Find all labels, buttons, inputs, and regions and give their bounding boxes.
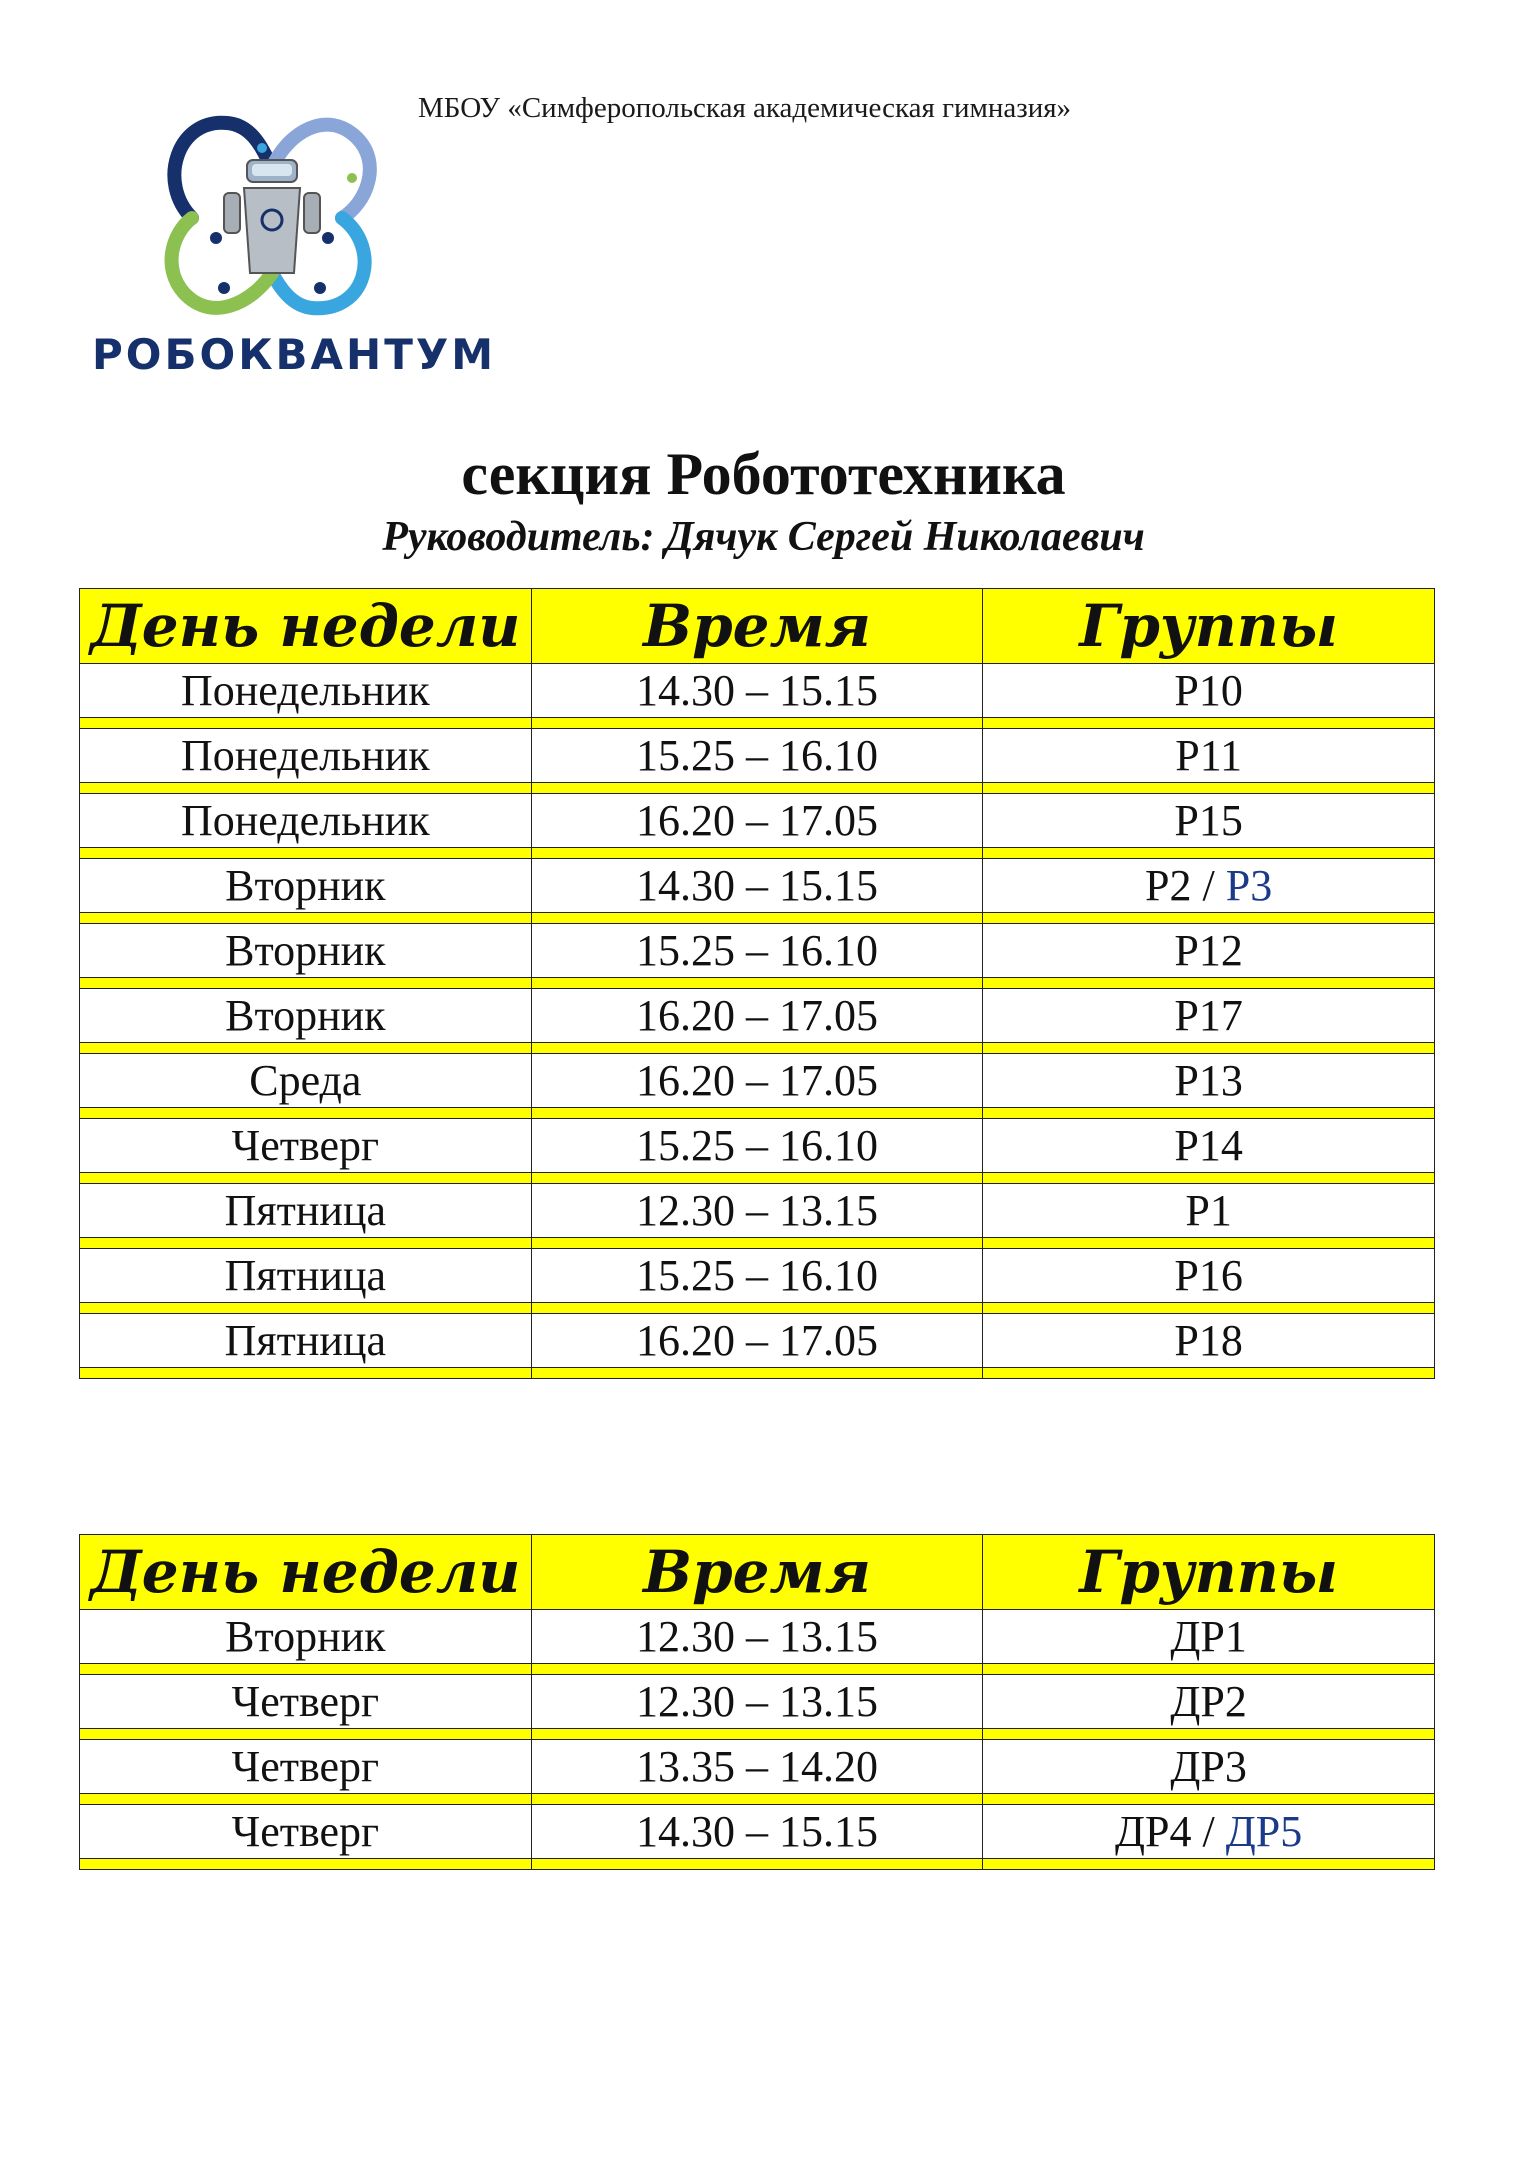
cell-day: Вторник <box>80 1610 532 1664</box>
cell-day: Четверг <box>80 1675 532 1729</box>
robot-logo-icon <box>152 98 392 328</box>
cell-group: ДР1 <box>983 1610 1435 1664</box>
header-groups: Группы <box>983 589 1435 664</box>
group-secondary: Р3 <box>1225 861 1273 910</box>
cell-group: Р11 <box>983 729 1435 783</box>
row-separator <box>80 1664 1435 1675</box>
table-row <box>80 1805 1435 1859</box>
table-row <box>80 794 1435 848</box>
cell-time: 16.20 – 17.05 <box>531 794 983 848</box>
table-row <box>80 989 1435 1043</box>
cell-group: ДР2 <box>983 1675 1435 1729</box>
table-row <box>80 1610 1435 1664</box>
header-groups: Группы <box>983 1535 1435 1610</box>
cell-day: Среда <box>80 1054 532 1108</box>
table-row <box>80 1314 1435 1368</box>
cell-time: 16.20 – 17.05 <box>531 989 983 1043</box>
table-row <box>80 1184 1435 1238</box>
table-row <box>80 924 1435 978</box>
table-row <box>80 1249 1435 1303</box>
cell-group: Р10 <box>983 664 1435 718</box>
table-row <box>80 664 1435 718</box>
cell-day: Понедельник <box>80 664 532 718</box>
page-title: секция Робототехника <box>461 441 1066 507</box>
cell-time: 14.30 – 15.15 <box>531 664 983 718</box>
cell-time: 16.20 – 17.05 <box>531 1314 983 1368</box>
table-row <box>80 859 1435 913</box>
cell-group: Р15 <box>983 794 1435 848</box>
schedule-table-secondary <box>79 1534 1435 1870</box>
row-separator <box>80 1043 1435 1054</box>
cell-day: Четверг <box>80 1119 532 1173</box>
cell-time: 12.30 – 13.15 <box>531 1675 983 1729</box>
cell-day: Четверг <box>80 1805 532 1859</box>
cell-time: 13.35 – 14.20 <box>531 1740 983 1794</box>
cell-day: Пятница <box>80 1249 532 1303</box>
group-primary: Р2 / <box>1145 861 1226 910</box>
table-header-row <box>80 589 1435 664</box>
table-row <box>80 1119 1435 1173</box>
header-day: День недели <box>80 589 532 664</box>
row-separator <box>80 1173 1435 1184</box>
cell-day: Понедельник <box>80 794 532 848</box>
row-separator <box>80 1108 1435 1119</box>
schedule-table-main <box>79 588 1435 1379</box>
cell-time: 15.25 – 16.10 <box>531 1119 983 1173</box>
group-primary: ДР4 / <box>1115 1807 1226 1856</box>
robokvantum-logo <box>92 98 512 388</box>
row-separator <box>80 1303 1435 1314</box>
table-row <box>80 1740 1435 1794</box>
header-time: Время <box>531 1535 983 1610</box>
row-separator <box>80 1859 1435 1870</box>
table-row <box>80 1054 1435 1108</box>
cell-day: Пятница <box>80 1314 532 1368</box>
cell-time: 14.30 – 15.15 <box>531 1805 983 1859</box>
row-separator <box>80 978 1435 989</box>
cell-group: Р1 <box>983 1184 1435 1238</box>
cell-time: 15.25 – 16.10 <box>531 729 983 783</box>
row-separator <box>80 1238 1435 1249</box>
cell-day: Вторник <box>80 924 532 978</box>
cell-group: Р13 <box>983 1054 1435 1108</box>
cell-time: 15.25 – 16.10 <box>531 924 983 978</box>
table-row <box>80 1675 1435 1729</box>
cell-group: Р16 <box>983 1249 1435 1303</box>
cell-time: 16.20 – 17.05 <box>531 1054 983 1108</box>
organization-name: МБОУ «Симферопольская академическая гимназия» <box>418 92 1072 124</box>
cell-group <box>983 859 1435 913</box>
row-separator <box>80 1794 1435 1805</box>
cell-day: Четверг <box>80 1740 532 1794</box>
cell-group: ДР3 <box>983 1740 1435 1794</box>
cell-group: Р17 <box>983 989 1435 1043</box>
cell-group: Р18 <box>983 1314 1435 1368</box>
cell-time: 14.30 – 15.15 <box>531 859 983 913</box>
cell-day: Пятница <box>80 1184 532 1238</box>
group-secondary: ДР5 <box>1225 1807 1303 1856</box>
row-separator <box>80 718 1435 729</box>
cell-day: Вторник <box>80 989 532 1043</box>
cell-group <box>983 1805 1435 1859</box>
row-separator <box>80 913 1435 924</box>
cell-group: Р12 <box>983 924 1435 978</box>
row-separator <box>80 1729 1435 1740</box>
cell-day: Вторник <box>80 859 532 913</box>
cell-time: 12.30 – 13.15 <box>531 1610 983 1664</box>
cell-group: Р14 <box>983 1119 1435 1173</box>
page-subtitle: Руководитель: Дячук Сергей Николаевич <box>382 514 1145 560</box>
header-day: День недели <box>80 1535 532 1610</box>
row-separator <box>80 783 1435 794</box>
header-time: Время <box>531 589 983 664</box>
cell-time: 12.30 – 13.15 <box>531 1184 983 1238</box>
cell-day: Понедельник <box>80 729 532 783</box>
table-header-row <box>80 1535 1435 1610</box>
logo-wordmark: РОБОКВАНТУМ <box>92 330 497 379</box>
table-row <box>80 729 1435 783</box>
row-separator <box>80 1368 1435 1379</box>
row-separator <box>80 848 1435 859</box>
cell-time: 15.25 – 16.10 <box>531 1249 983 1303</box>
